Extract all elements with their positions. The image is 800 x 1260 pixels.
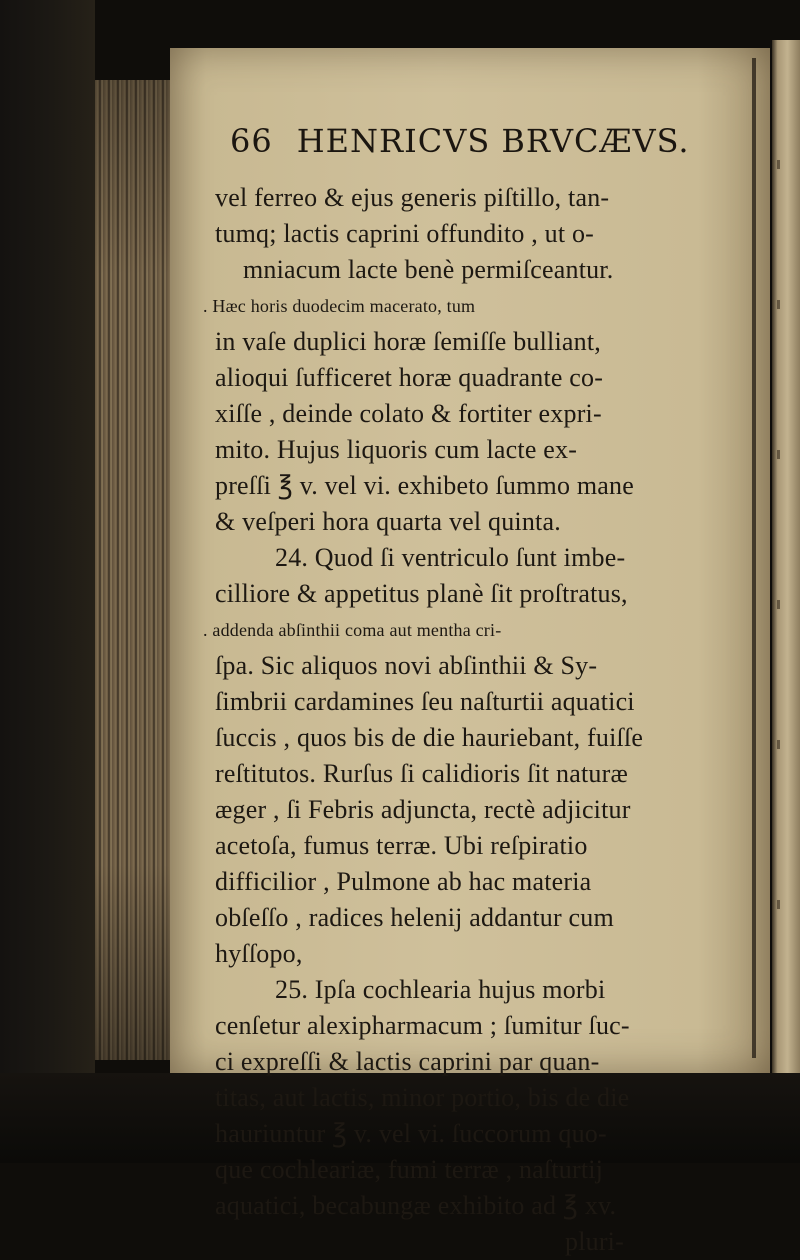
- text-line: ci expreſſi & lactis caprini par quan-: [215, 1047, 600, 1076]
- text-line: . Hæc horis duodecim macerato, tum: [203, 296, 476, 316]
- facing-page-glyph: [777, 300, 800, 309]
- text-line: difficilior , Pulmone ab hac materia: [215, 867, 592, 896]
- text-line: que cochleariæ, fumi terræ , naſturtij: [215, 1155, 604, 1184]
- text-line: . addenda abſinthii coma aut mentha cri-: [203, 620, 502, 640]
- text-line: aquatici, becabungæ exhibito ad ℥ xv.: [215, 1191, 617, 1220]
- text-line: ſpa. Sic aliquos novi abſinthii & Sy-: [215, 651, 598, 680]
- running-title: HENRICVS BRVCÆVS.: [296, 122, 690, 160]
- text-line: mito. Hujus liquoris cum lacte ex-: [215, 435, 578, 464]
- text-line: mniacum lacte benè permiſceantur.: [243, 255, 614, 284]
- dark-background-left: [0, 0, 95, 1163]
- text-line: vel ferreo & ejus generis piſtillo, tan-: [215, 183, 610, 212]
- text-line: preſſi ℥ v. vel vi. exhibeto ſummo mane: [215, 471, 634, 500]
- text-line: titas, aut lactis, minor portio, bis de die: [215, 1083, 630, 1112]
- text-line: tumq; lactis caprini offundito , ut o-: [215, 219, 595, 248]
- page-number: 66: [230, 122, 273, 160]
- catchword: pluri-: [565, 1227, 624, 1256]
- text-line: cilliore & appetitus planè ſit proſtratus,: [215, 579, 628, 608]
- text-line: alioqui ſufficeret horæ quadrante co-: [215, 363, 604, 392]
- text-line: æger , ſi Febris adjuncta, rectè adjicitur: [215, 795, 631, 824]
- text-line: ſuccis , quos bis de die hauriebant, fuiſſe: [215, 723, 644, 752]
- text-line: ſimbrii cardamines ſeu naſturtii aquatici: [215, 687, 635, 716]
- text-line: 25. Ipſa cochlearia hujus morbi: [275, 975, 606, 1004]
- facing-page-glyph: [777, 900, 800, 909]
- facing-page-glyph: [777, 160, 800, 169]
- text-line: reſtitutos. Rurſus ſi calidioris ſit naturæ: [215, 759, 629, 788]
- text-line: cenſetur alexipharmacum ; ſumitur ſuc-: [215, 1011, 630, 1040]
- text-line: hauriuntur ℥ v. vel vi. ſuccorum quo-: [215, 1119, 607, 1148]
- page-edges-stack: [95, 80, 175, 1060]
- facing-page-glyph: [777, 600, 800, 609]
- text-line: obſeſſo , radices helenij addantur cum: [215, 903, 614, 932]
- facing-page-glyph: [777, 740, 800, 749]
- text-line: & veſperi hora quarta vel quinta.: [215, 507, 561, 536]
- text-line: 24. Quod ſi ventriculo ſunt imbe-: [275, 543, 626, 572]
- text-line: in vaſe duplici horæ ſemiſſe bulliant,: [215, 327, 601, 356]
- text-line: acetoſa, fumus terræ. Ubi reſpiratio: [215, 831, 588, 860]
- body-text: [203, 180, 755, 1260]
- facing-page-glyph: [777, 450, 800, 459]
- text-line: hyſſopo,: [215, 939, 303, 968]
- text-line: xiſſe , deinde colato & fortiter expri-: [215, 399, 602, 428]
- running-head: [230, 122, 750, 160]
- facing-page-edge: [772, 40, 800, 1090]
